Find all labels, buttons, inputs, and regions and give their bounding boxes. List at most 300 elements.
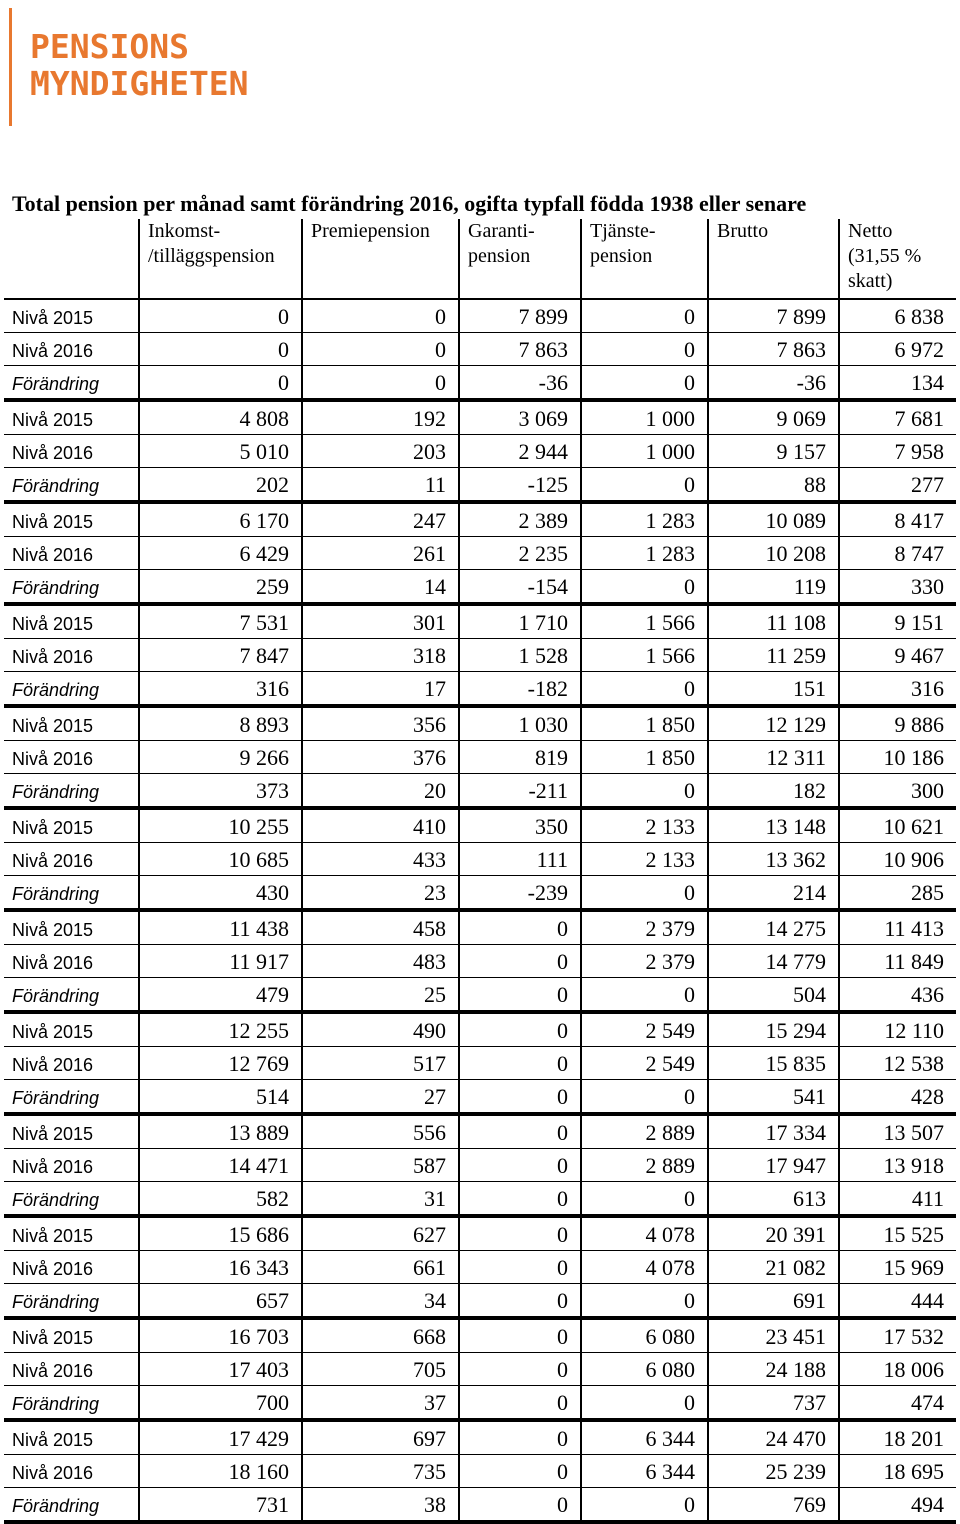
garantipension-cell: 0 <box>459 1318 581 1353</box>
row-label: Nivå 2016 <box>4 945 139 978</box>
premiepension-cell: 697 <box>302 1420 459 1455</box>
brutto-cell: 12 129 <box>708 706 839 741</box>
table-row <box>4 1047 956 1080</box>
tjanstepension-cell: 0 <box>581 876 708 911</box>
premiepension-cell: 458 <box>302 910 459 945</box>
tjanstepension-cell: 2 379 <box>581 910 708 945</box>
table-row <box>4 808 956 843</box>
brutto-cell: 25 239 <box>708 1455 839 1488</box>
netto-cell: 11 413 <box>839 910 956 945</box>
tjanstepension-cell: 0 <box>581 1386 708 1421</box>
row-label: Nivå 2015 <box>4 604 139 639</box>
tjanstepension-cell: 1 283 <box>581 537 708 570</box>
inkomst-tillaggspension-cell: 12 255 <box>139 1012 302 1047</box>
premiepension-cell: 23 <box>302 876 459 911</box>
netto-cell: 15 969 <box>839 1251 956 1284</box>
tjanstepension-cell: 2 133 <box>581 808 708 843</box>
premiepension-cell: 203 <box>302 435 459 468</box>
netto-cell: 13 507 <box>839 1114 956 1149</box>
garantipension-cell: -125 <box>459 468 581 503</box>
inkomst-tillaggspension-cell: 12 769 <box>139 1047 302 1080</box>
premiepension-cell: 410 <box>302 808 459 843</box>
brutto-cell: 9 069 <box>708 400 839 435</box>
row-label: Nivå 2016 <box>4 1047 139 1080</box>
brutto-cell: 10 089 <box>708 502 839 537</box>
netto-cell: 300 <box>839 774 956 809</box>
row-label: Nivå 2015 <box>4 400 139 435</box>
row-label: Nivå 2016 <box>4 537 139 570</box>
netto-cell: 436 <box>839 978 956 1013</box>
garantipension-cell: -211 <box>459 774 581 809</box>
row-label: Nivå 2015 <box>4 1012 139 1047</box>
brutto-cell: 13 362 <box>708 843 839 876</box>
brutto-cell: 119 <box>708 570 839 605</box>
brutto-cell: 11 259 <box>708 639 839 672</box>
premiepension-cell: 627 <box>302 1216 459 1251</box>
tjanstepension-cell: 1 566 <box>581 639 708 672</box>
garantipension-cell: 0 <box>459 1420 581 1455</box>
tjanstepension-cell: 1 283 <box>581 502 708 537</box>
row-label: Förändring <box>4 1080 139 1115</box>
tjanstepension-cell: 0 <box>581 1080 708 1115</box>
header-label-column <box>4 219 139 299</box>
netto-cell: 411 <box>839 1182 956 1217</box>
tjanstepension-cell: 1 850 <box>581 741 708 774</box>
row-label: Förändring <box>4 1386 139 1421</box>
inkomst-tillaggspension-cell: 259 <box>139 570 302 605</box>
brutto-cell: 9 157 <box>708 435 839 468</box>
row-label: Nivå 2015 <box>4 299 139 333</box>
table-row <box>4 1080 956 1115</box>
garantipension-cell: 0 <box>459 978 581 1013</box>
table-row <box>4 1251 956 1284</box>
table-row <box>4 876 956 911</box>
table-row <box>4 604 956 639</box>
inkomst-tillaggspension-cell: 316 <box>139 672 302 707</box>
garantipension-cell: 0 <box>459 1353 581 1386</box>
netto-cell: 316 <box>839 672 956 707</box>
netto-cell: 330 <box>839 570 956 605</box>
garantipension-cell: -154 <box>459 570 581 605</box>
brutto-cell: 15 294 <box>708 1012 839 1047</box>
row-label: Nivå 2015 <box>4 706 139 741</box>
inkomst-tillaggspension-cell: 7 847 <box>139 639 302 672</box>
table-row <box>4 537 956 570</box>
inkomst-tillaggspension-cell: 14 471 <box>139 1149 302 1182</box>
inkomst-tillaggspension-cell: 0 <box>139 299 302 333</box>
table-row <box>4 400 956 435</box>
premiepension-cell: 0 <box>302 333 459 366</box>
inkomst-tillaggspension-cell: 0 <box>139 366 302 401</box>
netto-cell: 9 151 <box>839 604 956 639</box>
inkomst-tillaggspension-cell: 7 531 <box>139 604 302 639</box>
row-label: Nivå 2016 <box>4 333 139 366</box>
premiepension-cell: 301 <box>302 604 459 639</box>
inkomst-tillaggspension-cell: 479 <box>139 978 302 1013</box>
tjanstepension-cell: 0 <box>581 978 708 1013</box>
brutto-cell: 17 947 <box>708 1149 839 1182</box>
row-label: Förändring <box>4 1284 139 1319</box>
inkomst-tillaggspension-cell: 15 686 <box>139 1216 302 1251</box>
garantipension-cell: 0 <box>459 1455 581 1488</box>
premiepension-cell: 517 <box>302 1047 459 1080</box>
header-premiepension: Premiepension <box>302 219 459 299</box>
tjanstepension-cell: 6 080 <box>581 1318 708 1353</box>
netto-cell: 494 <box>839 1488 956 1523</box>
tjanstepension-cell: 4 078 <box>581 1251 708 1284</box>
table-row <box>4 672 956 707</box>
header-garantipension: Garanti- pension <box>459 219 581 299</box>
tjanstepension-cell: 0 <box>581 333 708 366</box>
table-row <box>4 1455 956 1488</box>
row-label: Nivå 2015 <box>4 1114 139 1149</box>
netto-cell: 11 849 <box>839 945 956 978</box>
table-row <box>4 706 956 741</box>
brutto-cell: 691 <box>708 1284 839 1319</box>
garantipension-cell: 0 <box>459 1182 581 1217</box>
tjanstepension-cell: 0 <box>581 672 708 707</box>
table-row <box>4 1318 956 1353</box>
brutto-cell: -36 <box>708 366 839 401</box>
garantipension-cell: 1 710 <box>459 604 581 639</box>
table-row <box>4 1012 956 1047</box>
brutto-cell: 214 <box>708 876 839 911</box>
netto-cell: 428 <box>839 1080 956 1115</box>
brutto-cell: 24 470 <box>708 1420 839 1455</box>
tjanstepension-cell: 6 080 <box>581 1353 708 1386</box>
logo-line-2: MYNDIGHETEN <box>30 64 249 103</box>
brutto-cell: 88 <box>708 468 839 503</box>
garantipension-cell: 819 <box>459 741 581 774</box>
brutto-cell: 24 188 <box>708 1353 839 1386</box>
table-row <box>4 1353 956 1386</box>
table-row <box>4 978 956 1013</box>
garantipension-cell: 0 <box>459 1114 581 1149</box>
premiepension-cell: 735 <box>302 1455 459 1488</box>
garantipension-cell: 7 863 <box>459 333 581 366</box>
brutto-cell: 769 <box>708 1488 839 1523</box>
premiepension-cell: 356 <box>302 706 459 741</box>
garantipension-cell: 0 <box>459 1251 581 1284</box>
table-row <box>4 945 956 978</box>
row-label: Nivå 2016 <box>4 1251 139 1284</box>
premiepension-cell: 376 <box>302 741 459 774</box>
tjanstepension-cell: 2 889 <box>581 1149 708 1182</box>
row-label: Förändring <box>4 672 139 707</box>
netto-cell: 13 918 <box>839 1149 956 1182</box>
tjanstepension-cell: 4 078 <box>581 1216 708 1251</box>
garantipension-cell: 0 <box>459 1284 581 1319</box>
premiepension-cell: 261 <box>302 537 459 570</box>
garantipension-cell: 0 <box>459 1386 581 1421</box>
premiepension-cell: 11 <box>302 468 459 503</box>
premiepension-cell: 587 <box>302 1149 459 1182</box>
brutto-cell: 14 779 <box>708 945 839 978</box>
premiepension-cell: 17 <box>302 672 459 707</box>
inkomst-tillaggspension-cell: 5 010 <box>139 435 302 468</box>
inkomst-tillaggspension-cell: 6 170 <box>139 502 302 537</box>
tjanstepension-cell: 0 <box>581 366 708 401</box>
logo-line-1: PENSIONS <box>30 27 189 66</box>
garantipension-cell: 111 <box>459 843 581 876</box>
table-row <box>4 1114 956 1149</box>
tjanstepension-cell: 0 <box>581 570 708 605</box>
row-label: Nivå 2015 <box>4 1318 139 1353</box>
table-row <box>4 1284 956 1319</box>
page-title: Total pension per månad samt förändring 2016, ogifta typfall födda 1938 eller senare <box>12 191 807 216</box>
brutto-cell: 737 <box>708 1386 839 1421</box>
row-label: Nivå 2015 <box>4 1216 139 1251</box>
inkomst-tillaggspension-cell: 731 <box>139 1488 302 1523</box>
netto-cell: 17 532 <box>839 1318 956 1353</box>
tjanstepension-cell: 6 344 <box>581 1420 708 1455</box>
row-label: Förändring <box>4 570 139 605</box>
inkomst-tillaggspension-cell: 13 889 <box>139 1114 302 1149</box>
netto-cell: 12 110 <box>839 1012 956 1047</box>
brutto-cell: 23 451 <box>708 1318 839 1353</box>
netto-cell: 285 <box>839 876 956 911</box>
garantipension-cell: 2 235 <box>459 537 581 570</box>
inkomst-tillaggspension-cell: 582 <box>139 1182 302 1217</box>
brutto-cell: 11 108 <box>708 604 839 639</box>
table-row <box>4 1216 956 1251</box>
garantipension-cell: 0 <box>459 1216 581 1251</box>
logo-accent-bar <box>9 8 12 126</box>
netto-cell: 6 972 <box>839 333 956 366</box>
row-label: Förändring <box>4 366 139 401</box>
table-row <box>4 639 956 672</box>
garantipension-cell: 7 899 <box>459 299 581 333</box>
table-row <box>4 435 956 468</box>
inkomst-tillaggspension-cell: 16 343 <box>139 1251 302 1284</box>
premiepension-cell: 318 <box>302 639 459 672</box>
tjanstepension-cell: 2 379 <box>581 945 708 978</box>
premiepension-cell: 247 <box>302 502 459 537</box>
row-label: Nivå 2016 <box>4 639 139 672</box>
row-label: Nivå 2016 <box>4 1455 139 1488</box>
garantipension-cell: 0 <box>459 945 581 978</box>
netto-cell: 8 747 <box>839 537 956 570</box>
garantipension-cell: 2 944 <box>459 435 581 468</box>
netto-cell: 8 417 <box>839 502 956 537</box>
table-row <box>4 299 956 333</box>
table-row <box>4 502 956 537</box>
inkomst-tillaggspension-cell: 514 <box>139 1080 302 1115</box>
premiepension-cell: 27 <box>302 1080 459 1115</box>
brutto-cell: 12 311 <box>708 741 839 774</box>
brutto-cell: 541 <box>708 1080 839 1115</box>
brutto-cell: 14 275 <box>708 910 839 945</box>
garantipension-cell: 3 069 <box>459 400 581 435</box>
row-label: Förändring <box>4 468 139 503</box>
garantipension-cell: 1 030 <box>459 706 581 741</box>
table-row <box>4 1149 956 1182</box>
table-row <box>4 1420 956 1455</box>
netto-cell: 474 <box>839 1386 956 1421</box>
header-inkomst-tillaggspension: Inkomst- /tilläggspension <box>139 219 302 299</box>
row-label: Nivå 2015 <box>4 910 139 945</box>
premiepension-cell: 37 <box>302 1386 459 1421</box>
tjanstepension-cell: 2 549 <box>581 1047 708 1080</box>
netto-cell: 10 906 <box>839 843 956 876</box>
tjanstepension-cell: 0 <box>581 774 708 809</box>
table-row <box>4 843 956 876</box>
inkomst-tillaggspension-cell: 10 685 <box>139 843 302 876</box>
inkomst-tillaggspension-cell: 202 <box>139 468 302 503</box>
netto-cell: 7 958 <box>839 435 956 468</box>
premiepension-cell: 25 <box>302 978 459 1013</box>
inkomst-tillaggspension-cell: 11 917 <box>139 945 302 978</box>
premiepension-cell: 490 <box>302 1012 459 1047</box>
premiepension-cell: 38 <box>302 1488 459 1523</box>
premiepension-cell: 705 <box>302 1353 459 1386</box>
inkomst-tillaggspension-cell: 0 <box>139 333 302 366</box>
tjanstepension-cell: 0 <box>581 1182 708 1217</box>
inkomst-tillaggspension-cell: 16 703 <box>139 1318 302 1353</box>
table-row <box>4 570 956 605</box>
inkomst-tillaggspension-cell: 6 429 <box>139 537 302 570</box>
header-tjanstepension: Tjänste- pension <box>581 219 708 299</box>
tjanstepension-cell: 2 133 <box>581 843 708 876</box>
table-row <box>4 333 956 366</box>
pension-table <box>4 219 956 1524</box>
tjanstepension-cell: 0 <box>581 468 708 503</box>
netto-cell: 10 186 <box>839 741 956 774</box>
row-label: Nivå 2016 <box>4 741 139 774</box>
brutto-cell: 17 334 <box>708 1114 839 1149</box>
header-netto: Netto (31,55 % skatt) <box>839 219 956 299</box>
premiepension-cell: 192 <box>302 400 459 435</box>
garantipension-cell: -36 <box>459 366 581 401</box>
row-label: Förändring <box>4 978 139 1013</box>
premiepension-cell: 14 <box>302 570 459 605</box>
table-row <box>4 1488 956 1523</box>
netto-cell: 9 467 <box>839 639 956 672</box>
garantipension-cell: 350 <box>459 808 581 843</box>
table-row <box>4 366 956 401</box>
inkomst-tillaggspension-cell: 700 <box>139 1386 302 1421</box>
premiepension-cell: 483 <box>302 945 459 978</box>
inkomst-tillaggspension-cell: 657 <box>139 1284 302 1319</box>
garantipension-cell: 0 <box>459 1149 581 1182</box>
brutto-cell: 21 082 <box>708 1251 839 1284</box>
brutto-cell: 15 835 <box>708 1047 839 1080</box>
tjanstepension-cell: 2 549 <box>581 1012 708 1047</box>
premiepension-cell: 668 <box>302 1318 459 1353</box>
garantipension-cell: -182 <box>459 672 581 707</box>
garantipension-cell: 0 <box>459 910 581 945</box>
garantipension-cell: 0 <box>459 1488 581 1523</box>
brutto-cell: 613 <box>708 1182 839 1217</box>
row-label: Nivå 2016 <box>4 435 139 468</box>
netto-cell: 444 <box>839 1284 956 1319</box>
netto-cell: 18 201 <box>839 1420 956 1455</box>
row-label: Nivå 2016 <box>4 1353 139 1386</box>
premiepension-cell: 433 <box>302 843 459 876</box>
tjanstepension-cell: 1 850 <box>581 706 708 741</box>
inkomst-tillaggspension-cell: 17 403 <box>139 1353 302 1386</box>
table-body <box>4 299 956 1522</box>
table-header-row <box>4 219 956 299</box>
row-label: Förändring <box>4 774 139 809</box>
table-row <box>4 910 956 945</box>
brutto-cell: 504 <box>708 978 839 1013</box>
inkomst-tillaggspension-cell: 9 266 <box>139 741 302 774</box>
tjanstepension-cell: 0 <box>581 1284 708 1319</box>
inkomst-tillaggspension-cell: 11 438 <box>139 910 302 945</box>
tjanstepension-cell: 0 <box>581 299 708 333</box>
row-label: Nivå 2015 <box>4 502 139 537</box>
netto-cell: 18 006 <box>839 1353 956 1386</box>
garantipension-cell: 1 528 <box>459 639 581 672</box>
inkomst-tillaggspension-cell: 373 <box>139 774 302 809</box>
netto-cell: 9 886 <box>839 706 956 741</box>
inkomst-tillaggspension-cell: 18 160 <box>139 1455 302 1488</box>
table-row <box>4 1182 956 1217</box>
garantipension-cell: 0 <box>459 1012 581 1047</box>
garantipension-cell: 0 <box>459 1047 581 1080</box>
garantipension-cell: -239 <box>459 876 581 911</box>
premiepension-cell: 31 <box>302 1182 459 1217</box>
table-row <box>4 741 956 774</box>
tjanstepension-cell: 6 344 <box>581 1455 708 1488</box>
brutto-cell: 182 <box>708 774 839 809</box>
brutto-cell: 13 148 <box>708 808 839 843</box>
netto-cell: 277 <box>839 468 956 503</box>
tjanstepension-cell: 0 <box>581 1488 708 1523</box>
row-label: Nivå 2016 <box>4 1149 139 1182</box>
garantipension-cell: 0 <box>459 1080 581 1115</box>
inkomst-tillaggspension-cell: 8 893 <box>139 706 302 741</box>
premiepension-cell: 0 <box>302 366 459 401</box>
netto-cell: 134 <box>839 366 956 401</box>
pensionsmyndigheten-logo <box>30 28 249 102</box>
netto-cell: 10 621 <box>839 808 956 843</box>
row-label: Nivå 2015 <box>4 1420 139 1455</box>
inkomst-tillaggspension-cell: 10 255 <box>139 808 302 843</box>
brutto-cell: 7 899 <box>708 299 839 333</box>
premiepension-cell: 20 <box>302 774 459 809</box>
tjanstepension-cell: 1 566 <box>581 604 708 639</box>
brutto-cell: 151 <box>708 672 839 707</box>
premiepension-cell: 0 <box>302 299 459 333</box>
row-label: Förändring <box>4 876 139 911</box>
row-label: Nivå 2015 <box>4 808 139 843</box>
header-brutto: Brutto <box>708 219 839 299</box>
netto-cell: 15 525 <box>839 1216 956 1251</box>
tjanstepension-cell: 2 889 <box>581 1114 708 1149</box>
garantipension-cell: 2 389 <box>459 502 581 537</box>
brutto-cell: 20 391 <box>708 1216 839 1251</box>
premiepension-cell: 556 <box>302 1114 459 1149</box>
row-label: Förändring <box>4 1182 139 1217</box>
tjanstepension-cell: 1 000 <box>581 435 708 468</box>
row-label: Nivå 2016 <box>4 843 139 876</box>
row-label: Förändring <box>4 1488 139 1523</box>
table-row <box>4 774 956 809</box>
netto-cell: 18 695 <box>839 1455 956 1488</box>
premiepension-cell: 661 <box>302 1251 459 1284</box>
tjanstepension-cell: 1 000 <box>581 400 708 435</box>
inkomst-tillaggspension-cell: 430 <box>139 876 302 911</box>
premiepension-cell: 34 <box>302 1284 459 1319</box>
netto-cell: 6 838 <box>839 299 956 333</box>
inkomst-tillaggspension-cell: 4 808 <box>139 400 302 435</box>
netto-cell: 12 538 <box>839 1047 956 1080</box>
brutto-cell: 7 863 <box>708 333 839 366</box>
netto-cell: 7 681 <box>839 400 956 435</box>
inkomst-tillaggspension-cell: 17 429 <box>139 1420 302 1455</box>
